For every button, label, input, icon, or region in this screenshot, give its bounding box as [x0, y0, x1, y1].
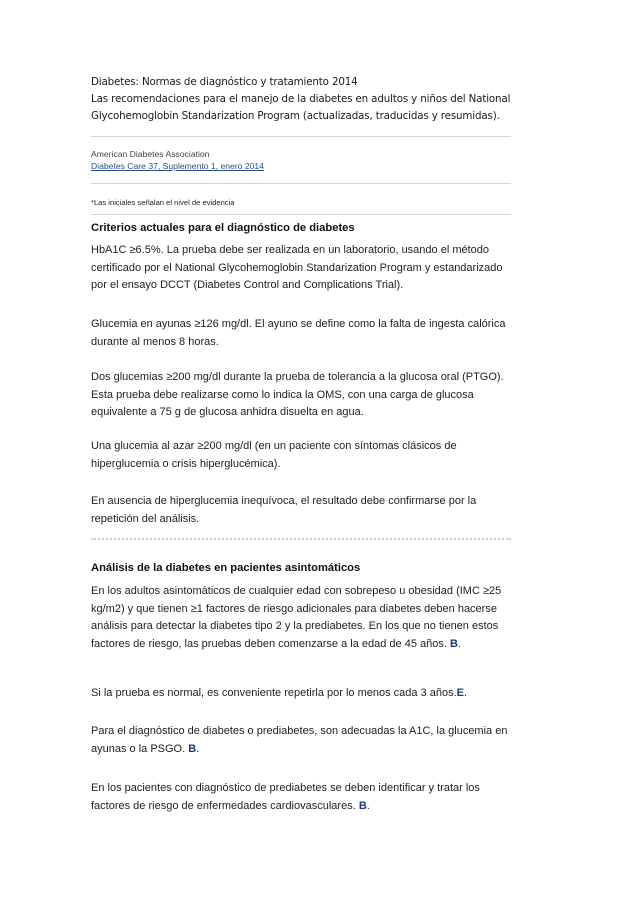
tests-text: Para el diagnóstico de diabetes o prediabetes, son adecuadas la A1C, la glucemia en ayunas o la PSGO.	[91, 725, 508, 755]
section2-heading: Análisis de la diabetes en pacientes asintomáticos	[91, 562, 361, 574]
document-subtitle-line1: Las recomendaciones para el manejo de la diabetes en adultos y niños del National	[91, 93, 511, 105]
section1-paragraph-hba1c: HbA1C ≥6.5%. La prueba debe ser realizada en un laboratorio, usando el método certificado por el National Glycohemoglobin Standarization Program y estandarizado por el ensayo DCCT (Diabetes Control and Complications Trial).	[91, 244, 503, 291]
evidence-grade: B	[188, 742, 197, 755]
period: .	[366, 799, 370, 812]
period: .	[196, 742, 200, 755]
section1-paragraph-ptgo: Dos glucemias ≥200 mg/dl durante la prueba de tolerancia a la glucosa oral (PTGO). Esta prueba debe realizarse como lo indica la OMS, con una carga de glucosa equivalente a 75 g de glucosa anhidra disuelta en agua.	[91, 371, 504, 418]
document-title: Diabetes: Normas de diagnóstico y tratamiento 2014	[91, 76, 358, 88]
section1-paragraph-random: Una glucemia al azar ≥200 mg/dl (en un paciente con síntomas clásicos de hiperglucemia o crisis hiperglucémica).	[91, 440, 457, 470]
evidence-note: *Las iniciales señalan el nivel de evidencia	[91, 198, 235, 207]
period: .	[464, 687, 468, 699]
screening-text: En los adultos asintomáticos de cualquier edad con sobrepeso u obesidad (IMC ≥25 kg/m2) y que tienen ≥1 factores de riesgo adicionales para diabetes deben hacerse análisis para detectar la diabetes tipo 2 y la prediabetes. En los que no tienen estos factores de riesgo, las pruebas deben comenzarse a la edad de 45 años.	[91, 585, 502, 650]
section2-paragraph-repeat	[91, 685, 517, 703]
repeat-text: Si la prueba es normal, es conveniente repetirla por lo menos cada 3 años.	[91, 687, 457, 699]
evidence-grade: B	[449, 637, 458, 650]
section1-heading: Criterios actuales para el diagnóstico de diabetes	[91, 222, 355, 234]
section1-paragraph-fasting: Glucemia en ayunas ≥126 mg/dl. El ayuno se define como la falta de ingesta calórica durante al menos 8 horas.	[91, 318, 506, 348]
header-divider	[91, 136, 511, 137]
note-divider	[91, 214, 511, 215]
section2-paragraph-tests	[91, 723, 517, 758]
document-subtitle-line2: Glycohemoglobin Standarization Program (actualizadas, traducidas y resumidas).	[91, 110, 500, 122]
section2-paragraph-prediabetes	[91, 780, 517, 815]
section-divider	[91, 538, 511, 540]
period: .	[457, 637, 461, 650]
section1-paragraph-confirm: En ausencia de hiperglucemia inequívoca, el resultado debe confirmarse por la repetición del análisis.	[91, 495, 477, 525]
source-divider	[91, 183, 511, 184]
source-citation-link[interactable]: Diabetes Care 37, Suplemento 1, enero 2014	[91, 161, 264, 171]
section2-paragraph-screening	[91, 583, 517, 653]
source-organization: American Diabetes Association	[91, 149, 210, 159]
evidence-grade: E	[456, 687, 465, 699]
evidence-grade: B	[358, 799, 367, 812]
prediabetes-text: En los pacientes con diagnóstico de prediabetes se deben identificar y tratar los factores de riesgo de enfermedades cardiovasculares.	[91, 782, 480, 812]
